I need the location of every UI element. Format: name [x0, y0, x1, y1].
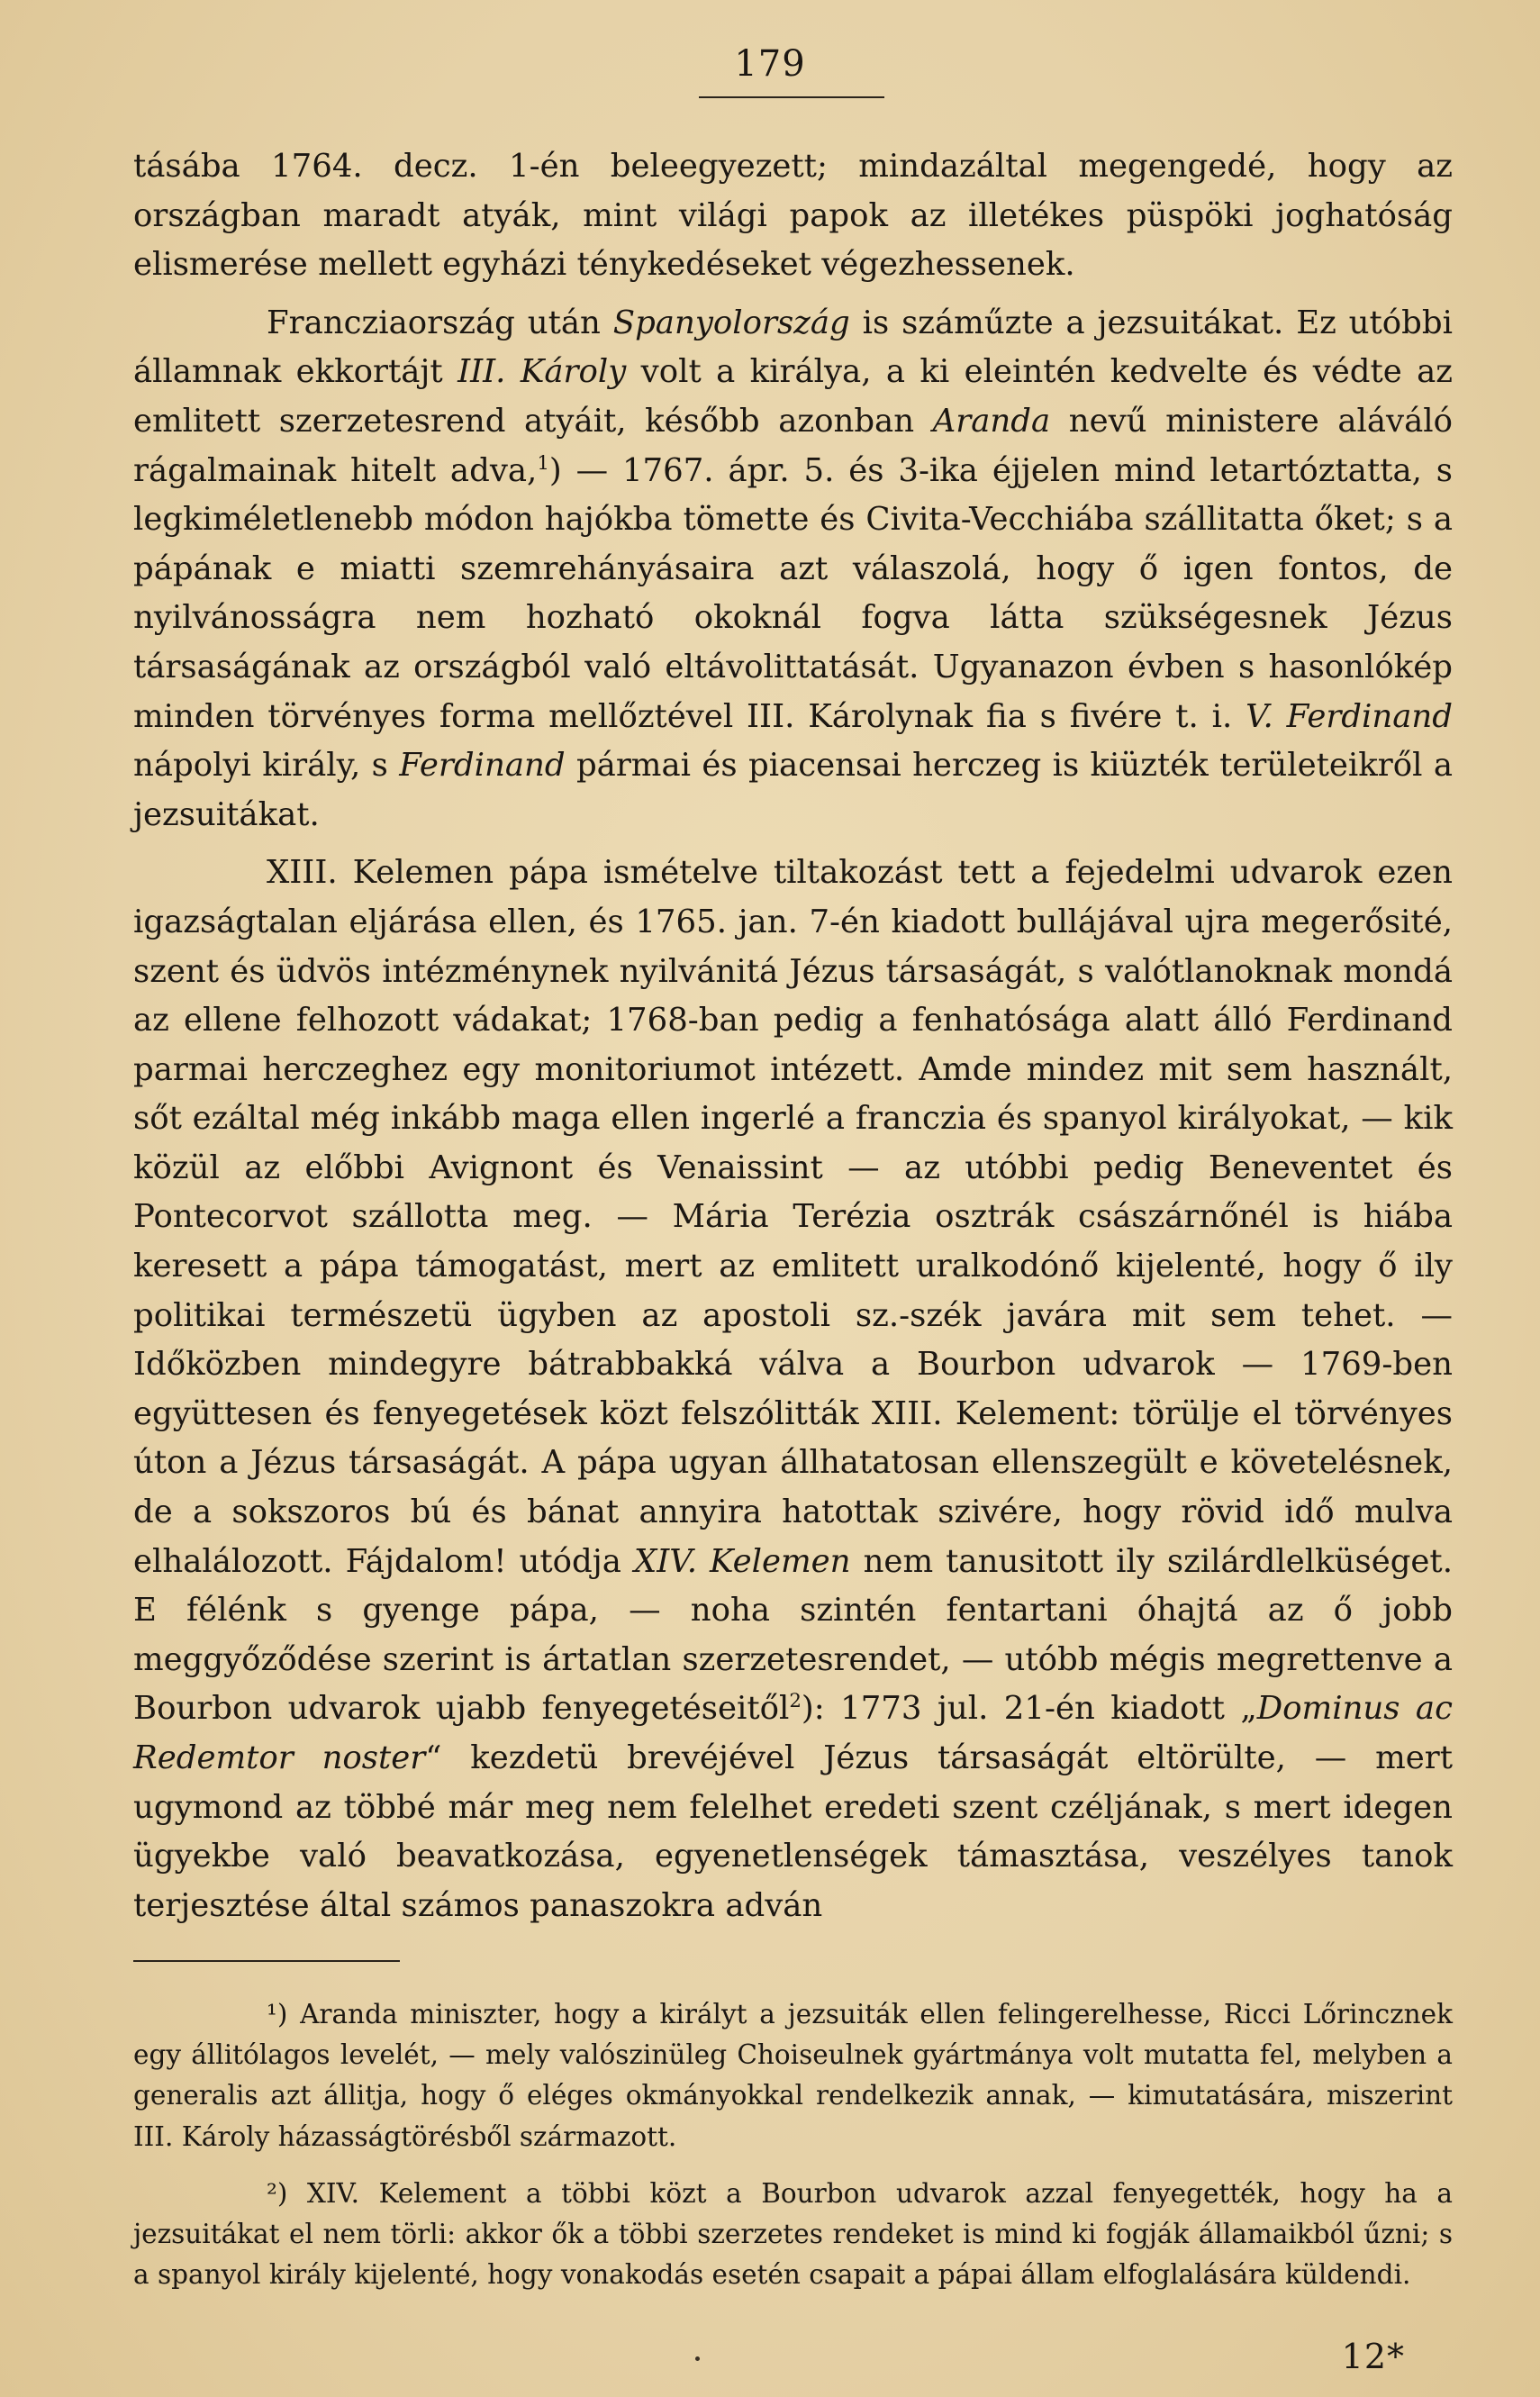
footnotes	[133, 1994, 1453, 2295]
footnote-2: ²) XIV. Kelement a többi közt a Bourbon udvarok azzal fenyegették, hogy ha a jezsuitákat el nem törli: akkor ők a többi szerzetes rendeket is mind ki fogják államaikból űzni; s a spanyol király kijelenté, hogy vonakodás esetén csapait a pápai állam elfoglalására küldendi.	[133, 2177, 1453, 2291]
paragraph-continuation: tásába 1764. decz. 1-én beleegyezett; mindazáltal megengedé, hogy az országban maradt atyák, mint világi papok az illetékes püspöki joghatóság elismerése mellett egyházi ténykedéseket végezhessenek.	[133, 148, 1453, 284]
footnote-1: ¹) Aranda miniszter, hogy a királyt a jezsuiták ellen felingerelhesse, Ricci Lőrincznek egy állitólagos levelét, — mely valószinüleg Choiseulnek gyártmánya volt mutatta fel, melyben a generalis azt állitja, hogy ő eléges okmányokkal rendelkezik annak, — kimutatására, miszerint III. Károly házasságtörésből származott.	[133, 1999, 1453, 2152]
signature-mark: 12*	[1341, 2337, 1405, 2376]
header-rule	[699, 96, 884, 98]
footnote-ref-1: 1	[537, 451, 549, 475]
print-dot	[695, 2356, 700, 2361]
paragraph-clement: XIII. Kelemen pápa ismételve tiltakozást tett a fejedelmi udvarok ezen igazságtalan eljárása ellen, és 1765. jan. 7-én kiadott bullájával ujra megerősité, szent és üdvös intézménynek nyilvánitá Jézus társaságát, s valótlanoknak mondá az ellene felhozott vádakat; 1768-ban pedig a fenhatósága alatt álló Ferdinand parmai herczeghez egy monitoriumot intézett. Amde mindez mit sem használt, sőt ezáltal még inkább maga ellen ingerlé a franczia és spanyol királyokat, — kik közül az előbbi Avignont és Venaissint — az utóbbi pedig Beneventet és Pontecorvot szállotta meg. — Mária Terézia osztrák császárnőnél is hiába keresett a pápa támogatást, mert az emlitett uralkodónő kijelenté, hogy ő ily politikai természetü ügyben az apostoli sz.-szék javára mit sem tehet. — Időközben mindegyre bátrabbakká válva a Bourbon udvarok — 1769-ben együttesen és fenyegetések közt felszólitták XIII. Kelement: törülje el törvényes úton a Jézus társaságát. A pápa ugyan állhatatosan ellenszegült e követelésnek, de a sokszoros bú és bánat annyira hatottak szivére, hogy rövid idő mulva elhalálozott. Fájdalom! utódja XIV. Kelemen nem tanusitott ily szilárdlelküséget. E félénk s gyenge pápa, — noha szintén fentartani óhajtá az ő jobb meggyőződése szerint is ártatlan szerzetesrendet, — utóbb mégis megrettenve a Bourbon udvarok ujabb fenyegetéseitől$^2$): 1773 jul. 21-én kiadott „Dominus ac Redemtor noster“ kezdetü brevéjével Jézus társaságát eltörülte, — mert ugymond az többé már meg nem felelhet eredeti szent czéljának, s mert idegen ügyekbe való beavatkozása, egyenetlenségek támasztása, veszélyes tanok terjesztése által számos panaszokra adván	[133, 854, 1453, 1924]
main-text	[133, 142, 1453, 1930]
footnote-rule	[133, 1960, 400, 1962]
footnote-ref-2: 2	[789, 1690, 802, 1713]
page-number: 179	[734, 43, 806, 85]
paragraph-spain: Francziaország után Spanyolország is száműzte a jezsuitákat. Ez utóbbi államnak ekkortájt III. Károly volt a királya, a ki eleintén kedvelte és védte az emlitett szerzetesrend atyáit, később azonban Aranda nevű ministere aláváló rágalmainak hitelt adva,$^1$) — 1767. ápr. 5. és 3-ika éjjelen mind letartóztatta, s legkiméletlenebb módon hajókba tömette és Civita-Vecchiába szállitatta őket; s a pápának e miatti szemrehányásaira azt válaszolá, hogy ő igen fontos, de nyilvánosságra nem hozható okoknál fogva látta szükségesnek Jézus társaságának az országból való eltávolittatását. Ugyanazon évben s hasonlókép minden törvényes forma mellőztével III. Károlynak fia s fivére t. i. V. Ferdinand nápolyi király, s Ferdinand pármai és piacensai herczeg is kiüzték területeikről a jezsuitákat.	[133, 304, 1454, 833]
